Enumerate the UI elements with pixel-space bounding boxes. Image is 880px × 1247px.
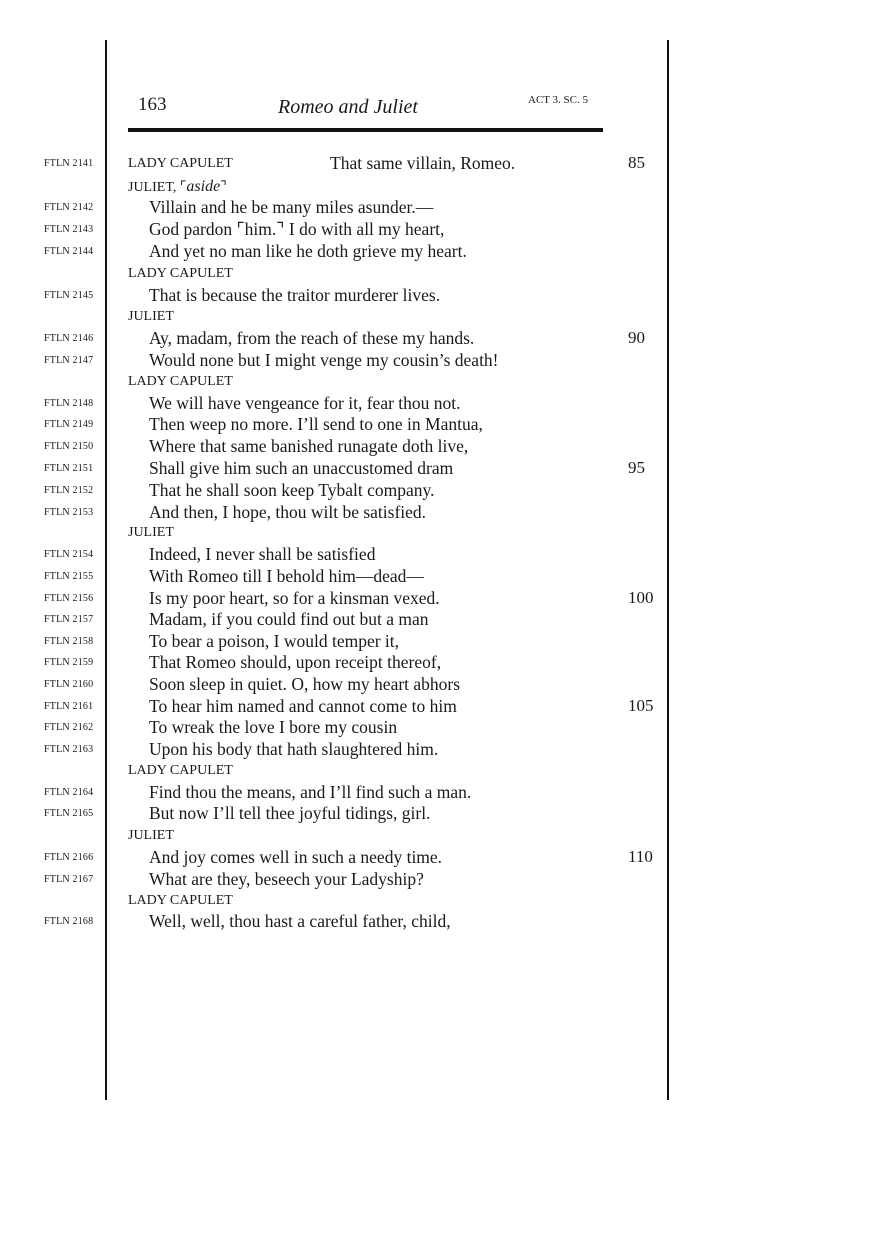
speaker-label: LADY CAPULET <box>128 374 233 389</box>
text-line <box>0 674 880 696</box>
ftln-number: FTLN 2153 <box>44 507 94 518</box>
text-line <box>0 652 880 674</box>
verse-text: To hear him named and cannot come to him <box>149 696 457 716</box>
ftln-number: FTLN 2146 <box>44 333 94 344</box>
ftln-number: FTLN 2152 <box>44 485 94 496</box>
text-line <box>0 588 880 610</box>
ftln-number: FTLN 2168 <box>44 916 94 927</box>
verse-text: Where that same banished runagate doth live, <box>149 436 469 456</box>
text-line <box>0 197 880 219</box>
ftln-number: FTLN 2165 <box>44 808 94 819</box>
verse-text: God pardon ⌜him.⌝ I do with all my heart, <box>149 219 445 239</box>
page-title: Romeo and Juliet <box>278 96 418 118</box>
verse-text: And then, I hope, thou wilt be satisfied. <box>149 502 427 522</box>
text-line <box>0 869 880 891</box>
verse-text: We will have vengeance for it, fear thou not. <box>149 393 461 413</box>
text-line <box>0 175 880 197</box>
verse-text: And yet no man like he doth grieve my heart. <box>149 241 467 261</box>
text-line <box>0 153 880 175</box>
text-line <box>0 306 880 328</box>
ftln-number: FTLN 2147 <box>44 355 94 366</box>
verse-text: Find thou the means, and I’ll find such a man. <box>149 782 472 802</box>
ftln-number: FTLN 2149 <box>44 419 94 430</box>
text-line <box>0 219 880 241</box>
speaker-name <box>128 156 233 172</box>
line-number: 85 <box>628 153 645 172</box>
speaker-name <box>128 893 233 909</box>
ftln-number: FTLN 2164 <box>44 787 94 798</box>
text-line <box>0 241 880 263</box>
text-line <box>0 739 880 761</box>
line-number: 100 <box>628 588 654 607</box>
text-line <box>0 328 880 350</box>
verse-text: But now I’ll tell thee joyful tidings, girl. <box>149 803 431 823</box>
text-line <box>0 436 880 458</box>
verse-text: That same villain, Romeo. <box>330 153 516 173</box>
ftln-number: FTLN 2163 <box>44 744 94 755</box>
ftln-number: FTLN 2158 <box>44 636 94 647</box>
ftln-number: FTLN 2148 <box>44 398 94 409</box>
speaker-name <box>128 525 174 541</box>
speaker-label: JULIET <box>128 828 174 843</box>
ftln-number: FTLN 2159 <box>44 657 94 668</box>
verse-text: Madam, if you could find out but a man <box>149 609 429 629</box>
ftln-number: FTLN 2162 <box>44 722 94 733</box>
speaker-label: JULIET <box>128 525 174 540</box>
text-line <box>0 522 880 544</box>
verse-text: Well, well, thou hast a careful father, child, <box>149 911 451 931</box>
speaker-label: LADY CAPULET <box>128 156 233 171</box>
verse-text: That he shall soon keep Tybalt company. <box>149 480 435 500</box>
text-line <box>0 544 880 566</box>
verse-text: That Romeo should, upon receipt thereof, <box>149 652 442 672</box>
ftln-number: FTLN 2160 <box>44 679 94 690</box>
text-line <box>0 414 880 436</box>
ftln-number: FTLN 2142 <box>44 202 94 213</box>
verse-text: Soon sleep in quiet. O, how my heart abhors <box>149 674 461 694</box>
line-number: 110 <box>628 847 653 866</box>
text-line <box>0 480 880 502</box>
text-line <box>0 502 880 524</box>
speaker-name <box>128 374 233 390</box>
speaker-name <box>128 266 233 282</box>
verse-text: With Romeo till I behold him—dead— <box>149 566 424 586</box>
ftln-number: FTLN 2145 <box>44 290 94 301</box>
speaker-name <box>128 828 174 844</box>
text-line <box>0 350 880 372</box>
verse-text: Then weep no more. I’ll send to one in Mantua, <box>149 414 483 434</box>
verse-text: To wreak the love I bore my cousin <box>149 717 398 737</box>
ftln-number: FTLN 2154 <box>44 549 94 560</box>
speaker-label: LADY CAPULET <box>128 893 233 908</box>
ftln-number: FTLN 2144 <box>44 246 94 257</box>
page-number: 163 <box>138 94 167 115</box>
line-number: 90 <box>628 328 645 347</box>
verse-text: Upon his body that hath slaughtered him. <box>149 739 439 759</box>
verse-text: Indeed, I never shall be satisfied <box>149 544 376 564</box>
speaker-name <box>128 309 174 325</box>
verse-text: To bear a poison, I would temper it, <box>149 631 400 651</box>
verse-text: What are they, beseech your Ladyship? <box>149 869 424 889</box>
verse-text: Ay, madam, from the reach of these my hands. <box>149 328 475 348</box>
text-line <box>0 696 880 718</box>
ftln-number: FTLN 2143 <box>44 224 94 235</box>
text-line <box>0 371 880 393</box>
ftln-number: FTLN 2156 <box>44 593 94 604</box>
speaker-label: LADY CAPULET <box>128 266 233 281</box>
ftln-number: FTLN 2167 <box>44 874 94 885</box>
text-line <box>0 717 880 739</box>
speaker-label: LADY CAPULET <box>128 763 233 778</box>
verse-text: That is because the traitor murderer lives. <box>149 285 441 305</box>
ftln-number: FTLN 2141 <box>44 158 94 169</box>
text-line <box>0 609 880 631</box>
verse-text: And joy comes well in such a needy time. <box>149 847 443 867</box>
text-line <box>0 803 880 825</box>
text-line <box>0 760 880 782</box>
speaker-name <box>128 763 233 779</box>
speaker-name: JULIET, ⌜aside⌝ <box>128 178 227 195</box>
stage-direction: aside <box>186 178 221 195</box>
ftln-number: FTLN 2155 <box>44 571 94 582</box>
ftln-number: FTLN 2157 <box>44 614 94 625</box>
text-line <box>0 890 880 912</box>
text-line <box>0 911 880 933</box>
ftln-number: FTLN 2150 <box>44 441 94 452</box>
text-line <box>0 285 880 307</box>
header-rule <box>128 128 603 132</box>
verse-text: Villain and he be many miles asunder.— <box>149 197 434 217</box>
line-number: 105 <box>628 696 654 715</box>
text-line <box>0 263 880 285</box>
verse-text: Would none but I might venge my cousin’s death! <box>149 350 499 370</box>
act-scene-label: ACT 3. SC. 5 <box>528 94 589 106</box>
ftln-number: FTLN 2166 <box>44 852 94 863</box>
text-line <box>0 825 880 847</box>
text-line <box>0 393 880 415</box>
speaker-label: JULIET, <box>128 180 177 195</box>
verse-text: Is my poor heart, so for a kinsman vexed. <box>149 588 440 608</box>
text-line <box>0 566 880 588</box>
verse-text: Shall give him such an unaccustomed dram <box>149 458 454 478</box>
text-line <box>0 782 880 804</box>
text-line <box>0 631 880 653</box>
speaker-label: JULIET <box>128 309 174 324</box>
text-line <box>0 458 880 480</box>
ftln-number: FTLN 2161 <box>44 701 94 712</box>
ftln-number: FTLN 2151 <box>44 463 94 474</box>
line-number: 95 <box>628 458 645 477</box>
text-line <box>0 847 880 869</box>
